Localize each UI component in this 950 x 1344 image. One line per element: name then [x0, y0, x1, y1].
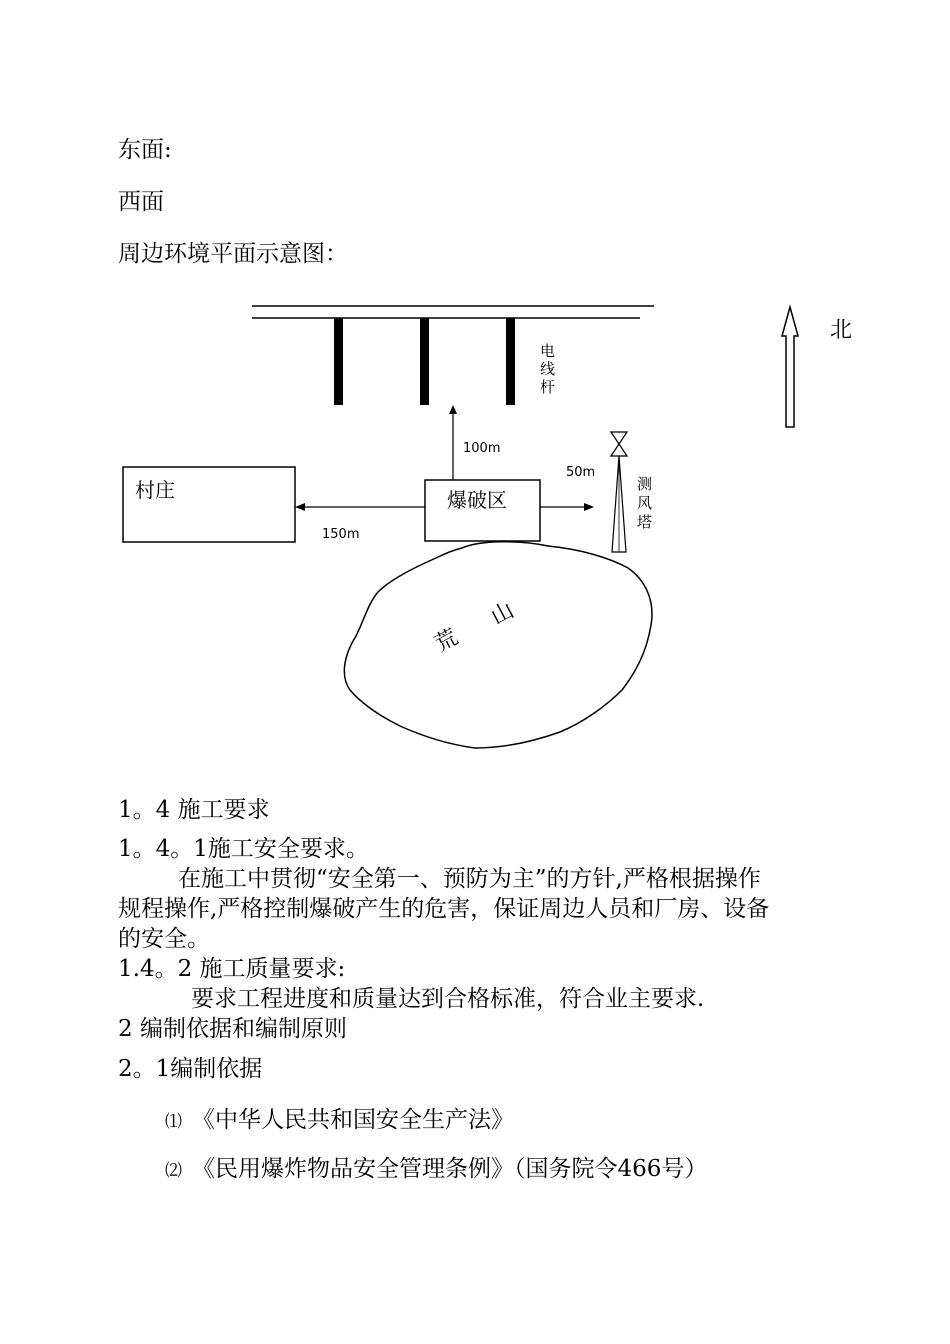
- north-label: 北: [830, 318, 853, 343]
- wind-tower-icon: [611, 432, 627, 552]
- hill-label-char: 荒: [431, 624, 463, 658]
- reference-text: 《中华人民共和国安全生产法》: [192, 1107, 514, 1133]
- section-1-4-1-body-line: 的安全。: [118, 926, 210, 952]
- utility-pole: [334, 318, 343, 405]
- tower-label-char: 测: [637, 475, 653, 493]
- section-1-4-2-body: 要求工程进度和质量达到合格标准，符合业主要求.: [191, 986, 705, 1012]
- blast-zone-label: 爆破区: [447, 488, 507, 512]
- east-label: 东面:: [118, 137, 172, 163]
- utility-pole: [420, 318, 429, 405]
- west-label: 西面: [118, 189, 164, 215]
- section-1-4-heading: 1。4 施工要求: [118, 797, 270, 823]
- reference-item: [165, 1106, 514, 1136]
- section-1-4-1-heading: 1。4。1施工安全要求。: [118, 836, 369, 862]
- reference-number: ⑴: [165, 1112, 182, 1132]
- section-2-1-heading: 2。1编制依据: [118, 1056, 263, 1082]
- north-arrow-icon: [782, 307, 798, 427]
- tower-label-char: 风: [637, 494, 653, 512]
- distance-west: 150m: [322, 527, 360, 542]
- hill-label-char: 山: [487, 597, 519, 631]
- barren-hill-outline: [344, 542, 652, 748]
- pole-label-char: 杆: [540, 378, 556, 396]
- pole-label-char: 线: [540, 360, 556, 378]
- reference-item: [165, 1155, 707, 1185]
- distance-north: 100m: [463, 441, 501, 456]
- arrow-head-right-icon: [584, 503, 594, 511]
- site-plan-diagram: [0, 280, 950, 760]
- tower-label-char: 塔: [637, 513, 653, 531]
- pole-label-char: 电: [540, 342, 556, 360]
- distance-east: 50m: [566, 465, 596, 480]
- section-1-4-2-heading: 1.4。2 施工质量要求:: [118, 956, 346, 982]
- village-label: 村庄: [135, 478, 175, 502]
- utility-pole: [506, 318, 515, 405]
- map-title: 周边环境平面示意图：: [118, 241, 348, 267]
- reference-text: 《民用爆炸物品安全管理条例》（国务院令466号）: [192, 1156, 708, 1182]
- arrow-head-up-icon: [449, 405, 457, 414]
- section-2-heading: 2 编制依据和编制原则: [118, 1016, 347, 1042]
- arrow-head-left-icon: [295, 503, 305, 511]
- section-1-4-1-body-line: 在施工中贯彻“安全第一、预防为主”的方针,严格根据操作: [178, 866, 761, 892]
- section-1-4-1-body-line: 规程操作,严格控制爆破产生的危害，保证周边人员和厂房、设备: [118, 896, 770, 922]
- reference-number: ⑵: [165, 1161, 182, 1181]
